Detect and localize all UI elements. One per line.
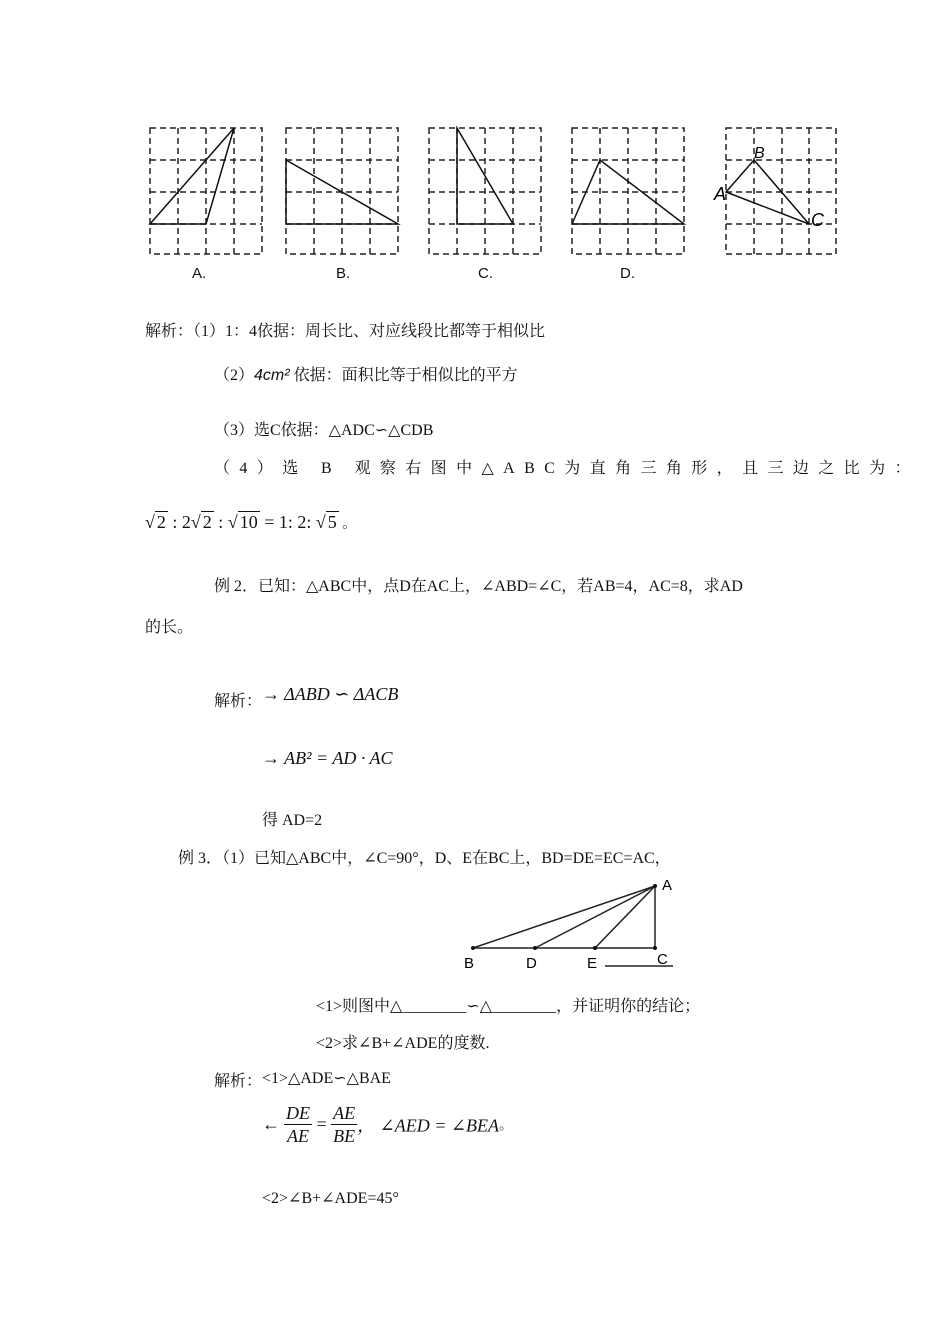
figure-label-c: C. <box>478 265 493 282</box>
example2-line1: 例 2．已知：△ABC中，点D在AC上，∠ABD=∠C，若AB=4，AC=8，求AD <box>214 578 743 595</box>
ratio-expression: √ 2 : 2√ 2 : √ 10 = 1: 2: √ 5 。 <box>145 512 357 532</box>
grid-figure-a <box>148 126 268 258</box>
ratio-end: 。 <box>338 517 357 532</box>
ratio-sep1: : 2 <box>167 512 191 532</box>
analysis1-item1: （1）1：4依据：周长比、对应线段比都等于相似比 <box>193 323 546 340</box>
fraction1-denominator: AE <box>287 1126 309 1146</box>
analysis1-line1 <box>145 318 545 341</box>
grid-figure-b <box>284 126 404 258</box>
ratio-root4: 5 <box>327 512 337 532</box>
example3-question1: <1>则图中△________∽△________，并证明你的结论； <box>316 998 701 1015</box>
example2-line2: 的长。 <box>145 619 194 636</box>
analysis1-line4: （4）选 B 观察右图中△ABC为直角三角形，且三边之比为： <box>214 460 920 477</box>
analysis1-item2-prefix: （2） <box>214 367 255 384</box>
ratio-equals: = 1: 2: <box>259 512 316 532</box>
angle-equality: ， ∠AED = ∠BEA <box>357 1115 499 1136</box>
ratio-sep2: : <box>213 512 228 532</box>
ref-point-b: B <box>754 145 765 162</box>
analysis1-area-value: 4cm² <box>254 367 290 384</box>
analysis1-item2-reason: 依据：面积比等于相似比的平方 <box>293 367 518 384</box>
example3-proportion <box>262 1102 513 1147</box>
example2-result: 得 AD=2 <box>262 812 323 829</box>
example2-analysis-label: 解析： <box>214 693 263 710</box>
ratio-root1: 2 <box>156 512 166 532</box>
figure-label-d: D. <box>620 265 635 282</box>
fraction-equals: = <box>312 1114 332 1134</box>
analysis1-heading: 解析： <box>145 323 194 340</box>
grid-figure-c <box>427 126 547 258</box>
ratio-root3: 10 <box>239 512 258 532</box>
fraction2-denominator: BE <box>333 1126 356 1146</box>
example3-analysis-label: 解析： <box>214 1073 263 1090</box>
angle-equality-period: 。 <box>498 1118 513 1134</box>
example3-question2: <2>求∠B+∠ADE的度数. <box>316 1035 490 1052</box>
triangle-diagram <box>455 874 685 974</box>
left-arrow-icon: ← <box>262 1114 280 1134</box>
diagram-point-d: D <box>526 955 537 972</box>
analysis1-line2 <box>214 362 518 385</box>
example3-answer1: <1>△ADE∽△BAE <box>262 1070 391 1087</box>
diagram-point-c: C <box>657 951 668 968</box>
diagram-point-a: A <box>662 877 673 894</box>
fraction-de-ae <box>284 1102 312 1147</box>
grid-figure-d <box>570 126 690 258</box>
diagram-point-b: B <box>464 955 475 972</box>
fraction1-numerator: DE <box>286 1103 310 1123</box>
figure-label-a: A. <box>192 265 207 282</box>
example3-answer2: <2>∠B+∠ADE=45° <box>262 1190 399 1207</box>
grid-figure-reference <box>712 126 842 258</box>
example2-step1: → ΔABD ∽ ΔACB <box>262 684 399 704</box>
analysis1-line3: （3）选C依据：△ADC∽△CDB <box>214 422 434 439</box>
fraction2-numerator: AE <box>333 1103 356 1123</box>
example2-step2: → AB² = AD · AC <box>262 748 393 768</box>
ref-point-a: A <box>714 184 727 204</box>
fraction-ae-be <box>331 1102 357 1147</box>
figure-label-b: B. <box>336 265 351 282</box>
ratio-root2: 2 <box>202 512 212 532</box>
diagram-point-e: E <box>587 955 598 972</box>
example3-line1: 例 3．（1）已知△ABC中，∠C=90°，D、E在BC上，BD=DE=EC=AC， <box>178 850 671 867</box>
ref-point-c: C <box>811 210 824 230</box>
